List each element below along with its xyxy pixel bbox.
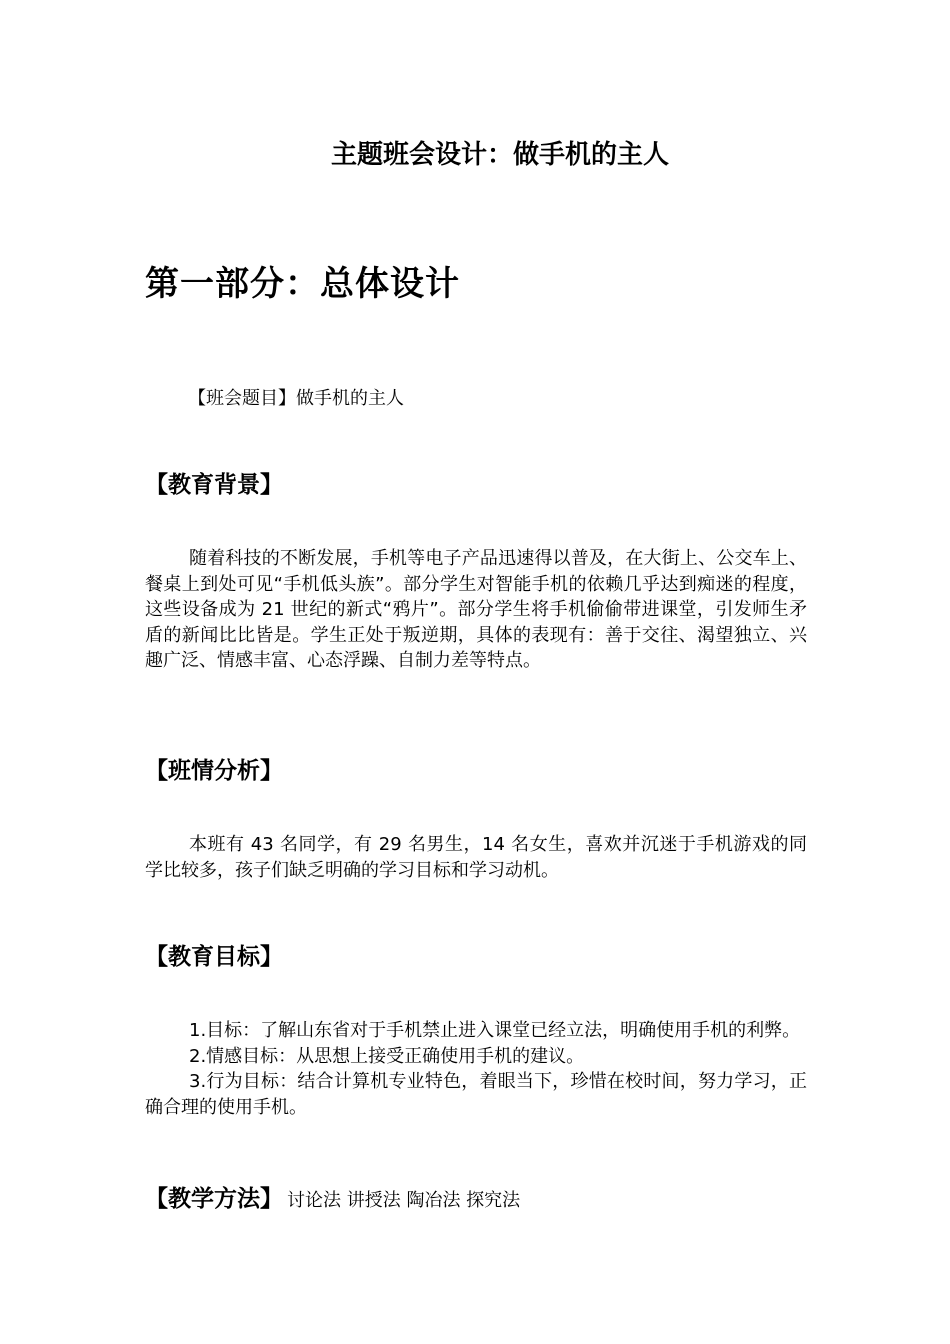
- goal-item: 1.目标：了解山东省对于手机禁止进入课堂已经立法，明确使用手机的利弊。: [189, 1020, 801, 1041]
- class-analysis-heading: 【班情分析】: [145, 758, 283, 784]
- class-analysis-paragraph: 本班有 43 名同学，有 29 名男生，14 名女生，喜欢并沉迷于手机游戏的同学比较多，孩子们缺乏明确的学习目标和学习动机。: [145, 834, 807, 881]
- background-paragraph: 随着科技的不断发展，手机等电子产品迅速得以普及，在大街上、公交车上、餐桌上到处可见“手机低头族”。部分学生对智能手机的依赖几乎达到痴迷的程度，这些设备成为 21 世纪的新式“鸦片”。部分学生将手机偷偷带进课堂，引发师生矛盾的新闻比比皆是。学生正处于叛逆期，具体的表现有：善于交往、渴望独立、兴趣广泛、情感丰富、心态浮躁、自制力差等特点。: [145, 548, 807, 671]
- teaching-methods-text: 讨论法 讲授法 陶冶法 探究法: [287, 1190, 521, 1211]
- goals-heading: 【教育目标】: [145, 944, 283, 970]
- class-topic-line: 【班会题目】做手机的主人: [188, 388, 404, 409]
- teaching-methods-heading: 【教学方法】: [145, 1186, 283, 1212]
- goals-list: [145, 1018, 807, 1120]
- document-title: 主题班会设计：做手机的主人: [330, 140, 669, 170]
- goal-item: 2.情感目标：从思想上接受正确使用手机的建议。: [189, 1045, 585, 1067]
- teaching-methods-line: [145, 1180, 520, 1213]
- part-heading: 第一部分：总体设计: [145, 264, 460, 304]
- background-heading: 【教育背景】: [145, 472, 283, 498]
- goal-item: 3.行为目标：结合计算机专业特色，着眼当下，珍惜在校时间，努力学习，正确合理的使用手机。: [145, 1071, 807, 1118]
